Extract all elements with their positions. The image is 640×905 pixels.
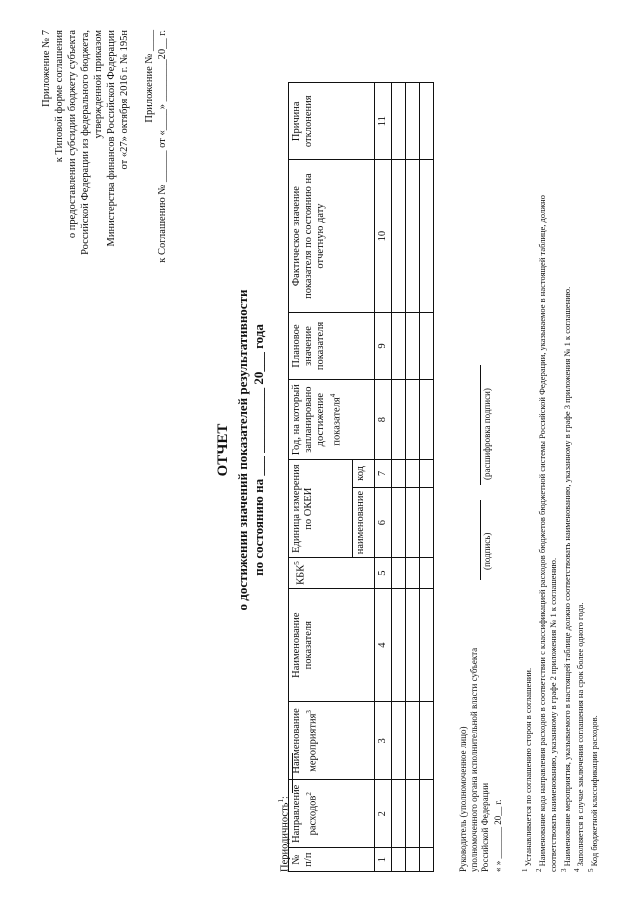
appendix-line: Приложение № 7 bbox=[41, 30, 52, 107]
header-cell bbox=[289, 702, 375, 780]
agreement-ref: к Соглашению № ______ от «____» ________20__ г. bbox=[157, 30, 168, 263]
footnote-number: 5 bbox=[587, 868, 596, 872]
signature-date: « » _______ 20__ г. bbox=[493, 799, 503, 872]
footnote-text: соответствовать наименованию, указанному в графе 2 приложения № 1 к соглашению. bbox=[547, 557, 558, 872]
footnote-text: Наименование мероприятия, указываемого в настоящей таблице должно соответствовать наименованию, указанному в графе 3 приложения № 1 к соглашению. bbox=[561, 286, 572, 867]
footnote-number: 2 bbox=[534, 868, 543, 872]
footnote-number: 1 bbox=[521, 868, 529, 872]
table-cell bbox=[392, 702, 406, 780]
header-text: Год, на который запланировано достижение показателя bbox=[291, 384, 343, 456]
header-cell: № п/п bbox=[289, 848, 375, 872]
table-cell bbox=[406, 380, 420, 460]
footnote bbox=[548, 32, 559, 872]
table-cell bbox=[392, 780, 406, 848]
document-sheet bbox=[20, 20, 620, 880]
decode-caption: (расшифровка подписи) bbox=[482, 388, 492, 480]
footnote bbox=[520, 32, 534, 872]
periodicity-label: Периодичность$^1$: bbox=[275, 753, 293, 872]
footnote-text: Наименование кода направления расходов в соответствии с классификацией расходов бюджетов бюджетной системы Российской Федерации, указываемое в настоящей таблице, должно bbox=[536, 195, 547, 867]
table-cell bbox=[392, 487, 406, 557]
table-cell bbox=[406, 83, 420, 160]
table-cell bbox=[406, 558, 420, 589]
table-cell bbox=[420, 487, 434, 557]
report-table bbox=[288, 82, 434, 872]
signer-title: Российской Федерации bbox=[480, 782, 490, 872]
table-cell bbox=[420, 848, 434, 872]
appendix-header bbox=[40, 30, 169, 320]
table-cell bbox=[392, 558, 406, 589]
decode-line bbox=[480, 365, 481, 485]
appendix-line: Министерства финансов Российской Федерации bbox=[106, 30, 117, 247]
footnote-marker: 2 bbox=[305, 792, 313, 796]
footnote bbox=[559, 32, 573, 872]
column-number: 8 bbox=[375, 380, 392, 460]
header-cell: Фактическое значение показателя по состоянию на отчетную дату bbox=[289, 160, 375, 312]
table-cell bbox=[392, 83, 406, 160]
table-cell bbox=[392, 848, 406, 872]
table-cell bbox=[392, 380, 406, 460]
header-cell: Наименование показателя bbox=[289, 588, 375, 702]
header-text: Направление расходов bbox=[291, 784, 319, 843]
header-text: КБК bbox=[295, 564, 307, 585]
footnote-marker: 4 bbox=[329, 393, 337, 398]
header-cell: Плановое значение показателя bbox=[289, 312, 375, 380]
header-cell: код bbox=[353, 460, 375, 488]
header-cell: Единица измерения по ОКЕИ bbox=[289, 460, 353, 558]
table-cell bbox=[420, 380, 434, 460]
footnote-number: 4 bbox=[573, 868, 582, 872]
table-cell bbox=[420, 558, 434, 589]
appendix-line: утвержденной приказом bbox=[93, 30, 104, 139]
table-cell bbox=[420, 702, 434, 780]
table-cell bbox=[406, 160, 420, 312]
table-cell bbox=[392, 460, 406, 488]
table-cell bbox=[406, 848, 420, 872]
signature-block bbox=[458, 572, 504, 872]
table-cell bbox=[392, 588, 406, 702]
table-cell bbox=[406, 312, 420, 380]
table-cell bbox=[406, 588, 420, 702]
header-cell bbox=[289, 558, 375, 589]
table-cell bbox=[420, 780, 434, 848]
report-date-line: по состоянию на ___ __________ 20___ года bbox=[251, 324, 266, 576]
table-cell bbox=[392, 160, 406, 312]
footnote-marker: 1 bbox=[277, 799, 285, 803]
appendix-line: Российской Федерации из федерального бюджета, bbox=[80, 30, 91, 255]
column-number: 11 bbox=[375, 83, 392, 160]
header-cell bbox=[289, 380, 375, 460]
annex-number: Приложение № ____ bbox=[144, 30, 155, 123]
header-cell bbox=[289, 780, 375, 848]
table-row bbox=[406, 83, 420, 872]
table-cell bbox=[406, 487, 420, 557]
column-number: 2 bbox=[375, 780, 392, 848]
signature-caption: (подпись) bbox=[482, 532, 492, 570]
footnote-text: Код бюджетной классификации расходов. bbox=[589, 715, 600, 867]
table-cell bbox=[420, 160, 434, 312]
table-cell bbox=[406, 780, 420, 848]
table-cell bbox=[406, 460, 420, 488]
footnote bbox=[534, 32, 548, 872]
header-text: Наименование мероприятия bbox=[291, 708, 319, 774]
column-number: 9 bbox=[375, 312, 392, 380]
column-number: 10 bbox=[375, 160, 392, 312]
periodicity-text: Периодичность bbox=[279, 802, 291, 872]
column-number: 3 bbox=[375, 702, 392, 780]
footnote-text: Устанавливается по соглашению сторон в соглашении. bbox=[522, 667, 533, 867]
footnote-number: 3 bbox=[559, 868, 568, 872]
column-number: 4 bbox=[375, 588, 392, 702]
footnote bbox=[586, 32, 600, 872]
appendix-line: от «27» октября 2016 г. № 195н bbox=[119, 30, 130, 170]
footnote-marker: 5 bbox=[293, 561, 301, 565]
header-cell: наименование bbox=[353, 487, 375, 557]
column-number: 6 bbox=[375, 487, 392, 557]
signature-line bbox=[480, 500, 481, 580]
footnote-text: Заполняется в случае заключения соглашения на срок более одного года. bbox=[575, 602, 586, 867]
table-cell bbox=[392, 312, 406, 380]
table-cell bbox=[420, 83, 434, 160]
signer-title: Руководитель (уполномоченное лицо) bbox=[458, 726, 468, 872]
table-row bbox=[392, 83, 406, 872]
appendix-line: о предоставлении субсидии бюджету субъекта bbox=[67, 30, 78, 239]
signer-title: уполномоченного органа исполнительной власти субъекта bbox=[469, 647, 479, 872]
report-subtitle: о достижении значений показателей результативности bbox=[235, 289, 250, 611]
table-header-row bbox=[289, 83, 353, 872]
column-number-row bbox=[375, 83, 392, 872]
footnote bbox=[572, 32, 586, 872]
table-cell bbox=[420, 460, 434, 488]
footnotes bbox=[520, 32, 600, 872]
table-cell bbox=[420, 312, 434, 380]
column-number: 1 bbox=[375, 848, 392, 872]
report-title: ОТЧЕТ bbox=[215, 423, 231, 477]
column-number: 7 bbox=[375, 460, 392, 488]
footnote-marker: 3 bbox=[305, 710, 313, 714]
table-row bbox=[420, 83, 434, 872]
appendix-line: к Типовой форме соглашения bbox=[54, 30, 65, 163]
header-cell: Причина отклонения bbox=[289, 83, 375, 160]
table-cell bbox=[420, 588, 434, 702]
column-number: 5 bbox=[375, 558, 392, 589]
table-cell bbox=[406, 702, 420, 780]
